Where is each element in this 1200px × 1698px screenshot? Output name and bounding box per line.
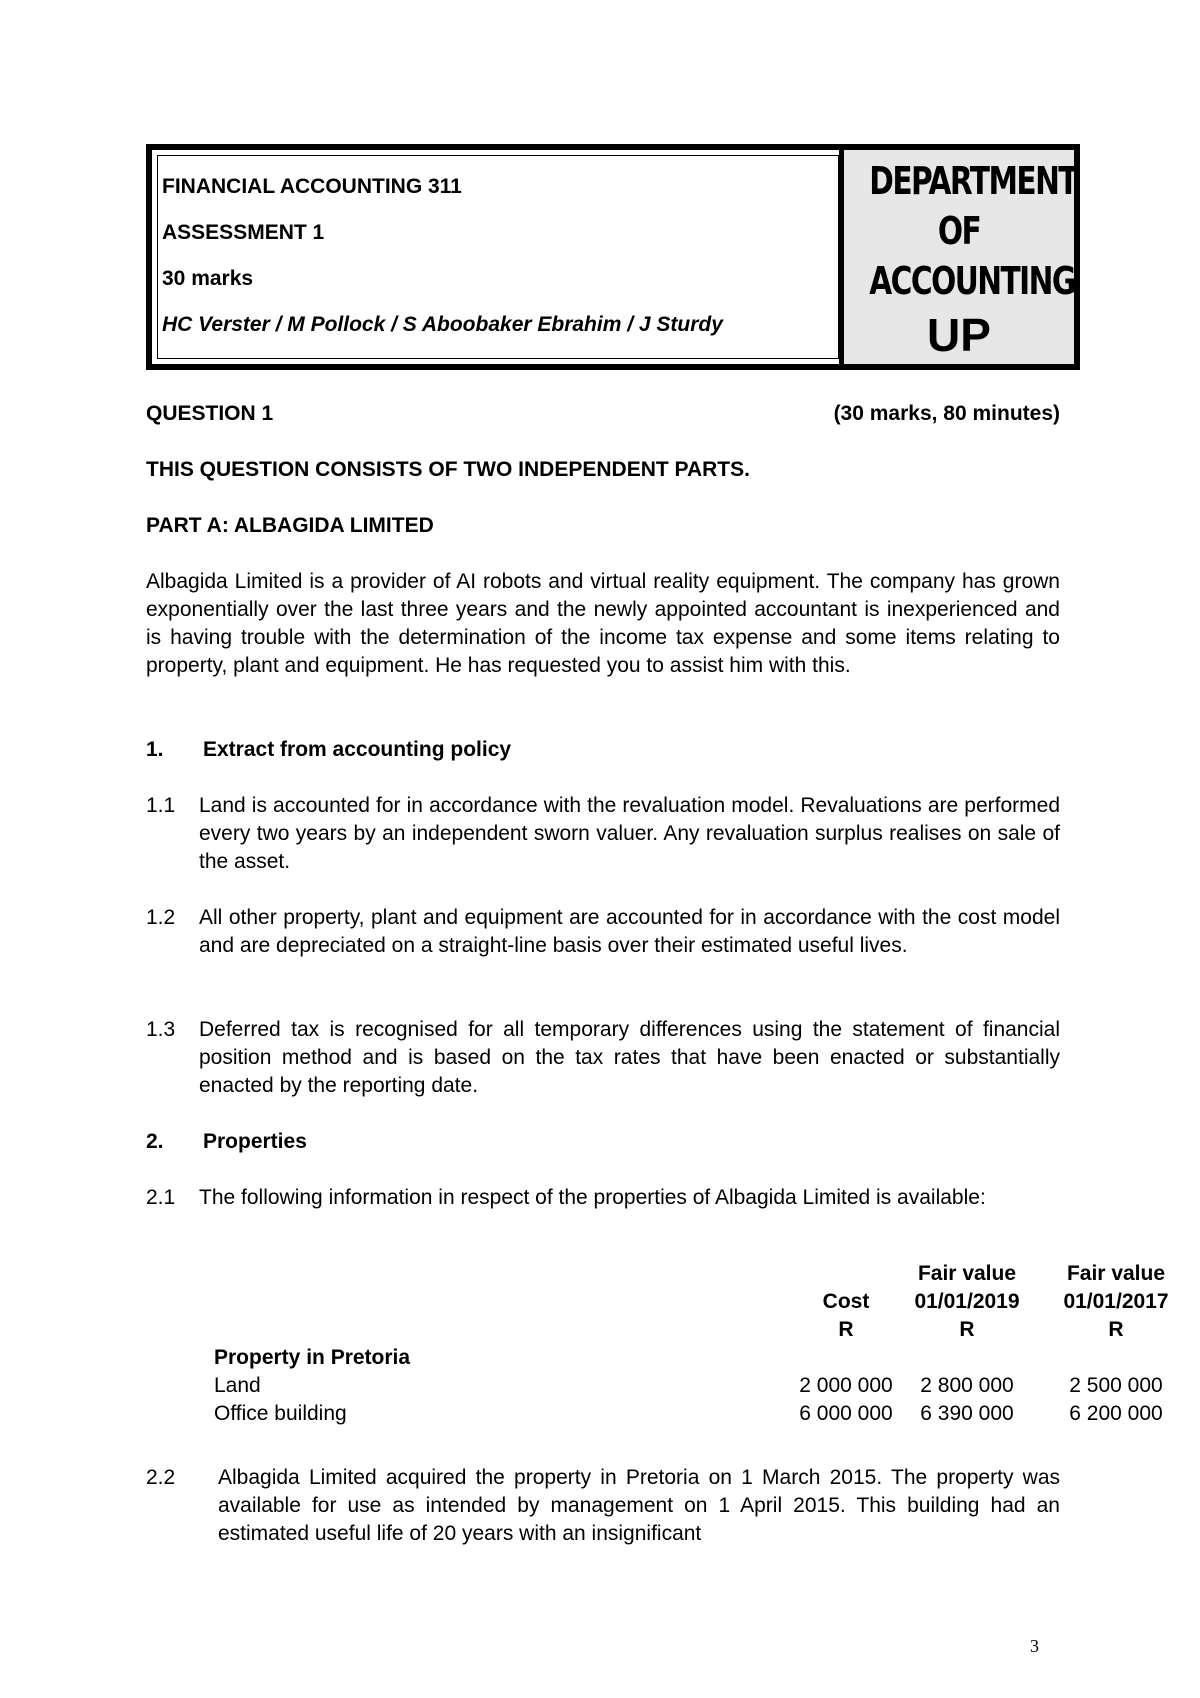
item-number: 1.2 (146, 906, 176, 929)
policy-item-text: Land is accounted for in accordance with the revaluation model. Revaluations are performed every two years by an independent sworn valuer. Any revaluation surplus realises on sale of the asset. (199, 794, 1060, 873)
policy-item-text: Deferred tax is recognised for all temporary differences using the statement of financial position method and is based on the tax rates that have been enacted or substantially enacted by the reporting date. (199, 1018, 1060, 1097)
section-2-heading: Properties (203, 1130, 307, 1153)
header-fv-2019-line1: Fair value (917, 1262, 1017, 1285)
item-number: 1.1 (146, 794, 176, 817)
dept-line-3: ACCOUNTING (869, 259, 1075, 303)
table-row (146, 1372, 1163, 1400)
currency-label: R (959, 1318, 975, 1341)
section-2-number: 2. (146, 1130, 164, 1153)
question-title: QUESTION 1 (146, 402, 274, 425)
item-number: 2.1 (146, 1186, 176, 1209)
question-marks: (30 marks, 80 minutes) (833, 402, 1060, 425)
currency-label: R (1108, 1318, 1124, 1341)
section-1-number: 1. (146, 738, 164, 761)
question-structure-note: THIS QUESTION CONSISTS OF TWO INDEPENDENT PARTS. (146, 458, 750, 481)
cost-value: 6 000 000 (799, 1402, 893, 1425)
header-fv-2019-line2: 01/01/2019 (914, 1290, 1020, 1313)
fv-2019-value: 6 390 000 (920, 1402, 1014, 1425)
policy-item-text: All other property, plant and equipment are accounted for in accordance with the cost model and are depreciated on a straight-line basis over their estimated useful lives. (199, 906, 1060, 957)
currency-label: R (838, 1318, 854, 1341)
header-fv-2017-line2: 01/01/2017 (1063, 1290, 1169, 1313)
properties-table (146, 1260, 1169, 1428)
row-label: Office building (214, 1402, 347, 1425)
item-2-1-text: The following information in respect of the properties of Albagida Limited is available: (199, 1186, 986, 1209)
item-number: 2.2 (146, 1466, 176, 1489)
group-label: Property in Pretoria (214, 1346, 411, 1369)
dept-up: UP (927, 309, 991, 361)
header-box (146, 144, 1080, 370)
intro-paragraph: Albagida Limited is a provider of AI robots and virtual reality equipment. The company has grown exponentially over the last three years and the newly appointed accountant is inexperienced and is having trouble with the determination of the income tax expense and some items relating to property, plant and equipment. He has requested you to assist him with this. (146, 570, 1060, 677)
part-a-heading: PART A: ALBAGIDA LIMITED (146, 514, 434, 537)
fv-2017-value: 2 500 000 (1069, 1374, 1163, 1397)
dept-line-2: OF (937, 209, 981, 253)
fv-2019-value: 2 800 000 (920, 1374, 1014, 1397)
section-1-heading: Extract from accounting policy (203, 738, 512, 761)
fv-2017-value: 6 200 000 (1069, 1402, 1163, 1425)
assessment-title: ASSESSMENT 1 (162, 221, 325, 244)
total-marks: 30 marks (162, 267, 254, 290)
table-header-row (146, 1260, 1166, 1288)
cost-value: 2 000 000 (799, 1374, 893, 1397)
item-2-2-text: Albagida Limited acquired the property in Pretoria on 1 March 2015. The property was available for use as intended by management on 1 April 2015. This building had an estimated useful life of 20 years with an insignificant (218, 1466, 1060, 1545)
table-group-row (146, 1344, 1060, 1372)
authors: HC Verster / M Pollock / S Aboobaker Ebrahim / J Sturdy (162, 313, 723, 336)
table-header-row (146, 1288, 1169, 1316)
row-label: Land (214, 1374, 261, 1397)
header-cost: Cost (822, 1290, 870, 1313)
table-row (146, 1400, 1163, 1428)
dept-line-1: DEPARTMENT (869, 159, 1077, 203)
item-number: 1.3 (146, 1018, 176, 1041)
course-title: FINANCIAL ACCOUNTING 311 (162, 175, 462, 198)
page-number: 3 (1030, 1636, 1039, 1656)
header-fv-2017-line1: Fair value (1066, 1262, 1166, 1285)
header-course-info (152, 150, 844, 364)
table-currency-row (146, 1316, 1124, 1344)
department-logo (844, 150, 1077, 364)
